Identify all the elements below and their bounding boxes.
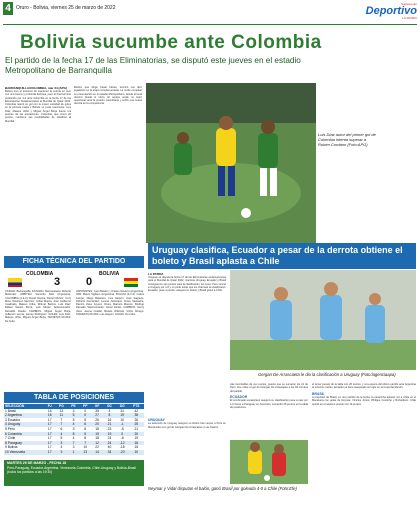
table-cell: 7 Chile: [5, 436, 16, 441]
table-cell: 0: [84, 413, 87, 418]
table-cell: 15: [134, 445, 139, 450]
brazil-chile-graphic: [230, 440, 308, 484]
table-cell: 3: [72, 408, 75, 413]
table-cell: 18: [95, 436, 99, 441]
supplement-logo: [345, 2, 417, 22]
table-cell: 35: [95, 408, 99, 413]
logo-bottom-text: LA PATRIA: [402, 16, 417, 20]
next-fixtures-title: MARTES 29 DE MARZO - FECHA 18: [7, 461, 67, 465]
table-cell: 5: [60, 436, 63, 441]
dateline: Oruro - Bolivia, viernes 25 de marzo de 2022: [16, 5, 116, 11]
positions-header-cell: PJ: [47, 404, 52, 408]
table-cell: 17: [47, 426, 52, 431]
table-cell: 21: [107, 422, 112, 427]
table-cell: 16: [47, 413, 52, 418]
lead-paragraph: El partido de la fecha 17 de las Eliminatorias, se disputó este jueves en el estadio Metropolitano de Barranquilla: [5, 56, 301, 75]
table-cell: 3: [72, 426, 75, 431]
table-cell: 1: [72, 449, 75, 454]
section-head-ecuador: ECUADOR: [230, 394, 248, 399]
positions-header-cell: GF: [94, 404, 100, 408]
positions-header-cell: PG: [59, 404, 64, 408]
ficha-away-details: [76, 290, 144, 386]
table-cell: 8 Paraguay: [5, 440, 22, 445]
brazil-chile-photo: [230, 440, 308, 484]
table-cell: 19: [107, 431, 112, 436]
table-cell: 19: [134, 436, 139, 441]
table-cell: 3: [72, 445, 75, 450]
bottom-photo-caption: Neymar y Vidal disputan el balón, ganó Brasil por goleada 4-0 a Chile (Foto:Efe): [148, 486, 297, 491]
table-cell: 10 Venezuela: [5, 449, 25, 454]
next-fixtures-box: [4, 460, 144, 486]
table-cell: -1: [120, 422, 124, 427]
ficha-away-text: ASISTENTES: Juan Belatti y Cristian Navarro (Argentina). VAR: Mauro Vigliano (Argentina). BOLIVIA (4-3-3): Carlos Lampe; Diego Bejarano, Luis Haquín, José Sagredo, Roberto Fernández; Leonel Justiniano, Erwin Saavedra, Ramiro Vaca; Jeyson Chura, Marcelo Moreno, Rodrigo Ramallo. Seleccionador: César Farías. CAMBIOS: Henry Vaca, Jaume Cuéllar, Moisés Villarroel, Víctor Ábrego. TARJETAS ROJAS: Luis Haquín. GOLES: No hubo.: [76, 290, 144, 317]
side-story-headline: Uruguay clasifica, Ecuador a pesar de la derrota obtiene el boleto y Brasil aplasta a Chile: [148, 243, 416, 269]
table-cell: 31: [120, 408, 125, 413]
table-cell: 26: [134, 417, 139, 422]
table-cell: 4: [72, 436, 75, 441]
main-headline: Bolivia sucumbe ante Colombia: [20, 32, 322, 53]
score-home: 3: [54, 276, 61, 288]
table-cell: 24: [107, 436, 112, 441]
table-cell: 17: [47, 422, 52, 427]
table-cell: 17: [47, 417, 52, 422]
ficha-home-text: CIUDAD: Barranquilla. ESTADIO: Metropolitano Roberto Meléndez. ARBITRO: Facundo Tello (Argentina). COLOMBIA (4-4-2): David Ospina; Daniel Muñoz, Yerry Mina, Davinson Sánchez, Johan Mojica; Juan Guillermo Cuadrado, Mateus Uribe, Wílmar Barrios, Luis Díaz; Rafael Santos Borré, Luis Muriel. Seleccionador: Reinaldo Rueda. CAMBIOS: Miguel Ángel Borja, Jefferson Lerma, James Rodríguez. GOLES: Luis Díaz, Mateus Uribe, Miguel Ángel Borja. TARJETAS ROJAS: No hubo.: [5, 290, 71, 323]
article-body-left: Bolivia tuvo el esfuerzo de mantener la cuenta en cero con una buena y profunda defensa, pero al final terminó perdiendo por 3-0 ante Colombia en la fecha 17 de las Eliminatorias Sudamericanas al Mundial de Qatar 2022. Colombia marcó su gol con la mayor cantidad de goles en la primera etapa y Bolivia no pudo reaccionar. Luis Díaz, Mateus Uribe y Miguel Ángel Borja fueron los autores de las anotaciones. Colombia, que sumó 20 puntos, mantiene sus posibilidades de clasificar al Mundial.: [5, 90, 71, 123]
uruguay-celebration-graphic: [230, 270, 416, 370]
logo-top-text: Suplemento: [400, 2, 417, 6]
table-cell: 4: [108, 408, 111, 413]
ficha-home-details: [5, 290, 71, 386]
article-column-right: [74, 86, 142, 246]
table-cell: 5 Perú: [5, 426, 15, 431]
logo-name: Deportivo: [365, 5, 417, 17]
table-cell: 4 Uruguay: [5, 422, 21, 427]
team-home: COLOMBIA: [26, 271, 54, 277]
bolivia-flag-icon: [124, 278, 138, 287]
table-cell: 10: [83, 445, 88, 450]
table-row: [4, 450, 144, 455]
byline: BARRANQUILLA/COLOMBIA, mar 24 (APG): [5, 86, 68, 90]
table-cell: 23: [107, 426, 112, 431]
table-cell: 10: [134, 449, 139, 454]
ficha-scoreboard: [4, 270, 144, 288]
table-cell: 20: [95, 422, 99, 427]
table-cell: 4: [72, 422, 75, 427]
side-photo-caption: Gergan De Arrascaeta le dio la clasificación a Uruguay (Foto:lagenciaapa): [258, 372, 396, 377]
table-cell: 34: [107, 449, 112, 454]
positions-title: TABLA DE POSICIONES: [4, 392, 144, 403]
table-cell: 3 Ecuador: [5, 417, 21, 422]
table-cell: 42: [134, 408, 139, 413]
positions-header-cell: PP: [83, 404, 88, 408]
table-cell: 8: [72, 431, 75, 436]
positions-header-cell: DG: [119, 404, 125, 408]
table-cell: 40: [107, 445, 112, 450]
side-col2-text: tras incontables de sus puntos, puesto que se sumaron los 21 de Perú. Fue clave el gol de Giorgian De Arrascaeta a los 66 minutos del partido.: [230, 383, 308, 393]
section-head-brasil: BRASIL: [312, 391, 325, 396]
table-cell: 8: [108, 413, 111, 418]
table-cell: 1 Brasil: [5, 408, 16, 413]
header-divider: [3, 24, 417, 25]
table-cell: -6: [120, 436, 124, 441]
table-cell: 17: [47, 449, 52, 454]
table-cell: 22: [95, 445, 99, 450]
table-cell: 25: [134, 422, 139, 427]
table-cell: 5: [84, 431, 87, 436]
side-story-column-3: [312, 383, 416, 519]
next-fixtures-text: Perú-Paraguay, Ecuador-Argentina, Venezuela-Colombia, Chile-Uruguay y Bolivia-Brasil (todos los partidos a las 19:30): [7, 466, 136, 475]
table-cell: 16: [47, 408, 52, 413]
table-cell: 3: [60, 449, 63, 454]
table-cell: 7: [60, 422, 63, 427]
article-body-right: Bolivia, que dirige César Farías, terminó con diez jugadores en la etapa complementaria. La verde completó su presentación en el estadio Metropolitano, donde el local dominó desde el inicio. El equipo verde no logró reaccionar ante la presión colombiana y sufrió una nueva derrota en la competencia.: [74, 86, 142, 106]
table-cell: 20: [134, 431, 139, 436]
table-cell: 10: [120, 417, 125, 422]
table-cell: 8: [84, 436, 87, 441]
table-cell: 16: [107, 417, 112, 422]
positions-header-cell: GC: [106, 404, 112, 408]
table-cell: 3: [60, 440, 63, 445]
team-away: BOLIVIA: [99, 271, 120, 277]
positions-header-cell: PTS: [133, 404, 140, 408]
table-cell: 17: [47, 436, 52, 441]
table-cell: 9 Bolivia: [5, 445, 18, 450]
side-byline: LA PATRIA: [148, 272, 164, 276]
table-cell: 5: [72, 417, 75, 422]
table-cell: 14: [95, 449, 99, 454]
main-photo-caption: Luis Díaz autor del primer gol de Colombia intenta superar a Rubén Cordano (Foto:APG): [318, 132, 376, 147]
page-number: 4: [3, 2, 13, 15]
table-cell: 7: [84, 440, 87, 445]
positions-header-cell: SELECCIÓN: [5, 404, 25, 408]
table-cell: 17: [47, 440, 52, 445]
ficha-title: FICHA TÉCNICA DEL PARTIDO: [4, 256, 144, 268]
article-column-left: [5, 86, 71, 246]
table-cell: 7: [60, 417, 63, 422]
side-col3-text: el tercer puesto de la tabla con 26 puntos, y a la espera del último partido ante Argentina el próximo martes, Ecuador ya tiene asegurado su lugar en la Copa del Mundo.: [312, 383, 416, 390]
table-cell: 6 Colombia: [5, 431, 22, 436]
table-cell: 17: [47, 445, 52, 450]
colombia-flag-icon: [8, 278, 22, 287]
table-cell: 4: [60, 431, 63, 436]
side-col2b-text: El combinado ecuatoriano aseguró su clasificación pese a caer por 1-0 frente a Paraguay en Asunción, sumando 26 puntos en la tabla de posiciones.: [230, 399, 308, 409]
table-cell: 11: [59, 413, 64, 418]
table-cell: 0: [121, 431, 124, 436]
table-cell: 5: [72, 413, 75, 418]
table-cell: 26: [95, 417, 99, 422]
side-photo: [230, 270, 416, 370]
table-cell: 2 Argentina: [5, 413, 22, 418]
table-cell: 27: [95, 413, 99, 418]
table-cell: 17: [47, 431, 52, 436]
table-cell: 0: [84, 408, 87, 413]
table-cell: 18: [95, 426, 99, 431]
side-story-column-1: [148, 272, 226, 422]
table-cell: -12: [119, 440, 125, 445]
side-story-column-1b: [148, 418, 226, 478]
section-head-uruguay: URUGUAY: [148, 418, 165, 422]
score-away: 0: [86, 276, 93, 288]
table-cell: 4: [60, 445, 63, 450]
table-cell: 6: [84, 422, 87, 427]
positions-header-cell: PE: [71, 404, 76, 408]
table-cell: -5: [120, 426, 124, 431]
table-cell: 5: [84, 417, 87, 422]
table-cell: 16: [134, 440, 139, 445]
positions-table: [4, 404, 144, 455]
side-col1-text: Uruguay se disputó la fecha 17 de las Eliminatorias sudamericanas para el Mundial de Qatar 2022, mientras Uruguay, Ecuador y Brasil consiguieron sus puntos para la clasificación. En Lima, Perú venció a Uruguay por 1-0 y no pudo evitar que los charrúas se clasificaran. Ecuador, pese a perder, aseguró su boleto y Brasil goleó a Chile.: [148, 276, 226, 293]
main-photo: [146, 83, 316, 243]
side-col3b-text: A propósito de Brasil, en otro partido de la fecha, la canarinha aplastó 4-0 a Chile en el Maracaná con goles de Neymar, Vinícius Júnior, Philippe Coutinho y Richarlison. Chile quedó en el séptimo puesto con 19 puntos.: [312, 396, 416, 406]
table-cell: 38: [134, 413, 139, 418]
side-col1b-text: La selección de Uruguay aseguró su boleto tras vencer a Perú en Montevideo con gol de Giorgian De Arrascaeta y Luis Suárez.: [148, 422, 226, 429]
table-cell: 7: [72, 440, 75, 445]
table-cell: 8: [84, 426, 87, 431]
table-cell: -18: [119, 445, 125, 450]
table-cell: 19: [95, 431, 99, 436]
table-cell: -20: [119, 449, 125, 454]
table-cell: 21: [134, 426, 139, 431]
table-cell: 12: [95, 440, 99, 445]
table-cell: 24: [107, 440, 112, 445]
table-cell: 19: [120, 413, 125, 418]
table-cell: 13: [83, 449, 88, 454]
table-cell: 6: [60, 426, 63, 431]
table-cell: 13: [59, 408, 64, 413]
soccer-photo-graphic: [146, 83, 316, 243]
